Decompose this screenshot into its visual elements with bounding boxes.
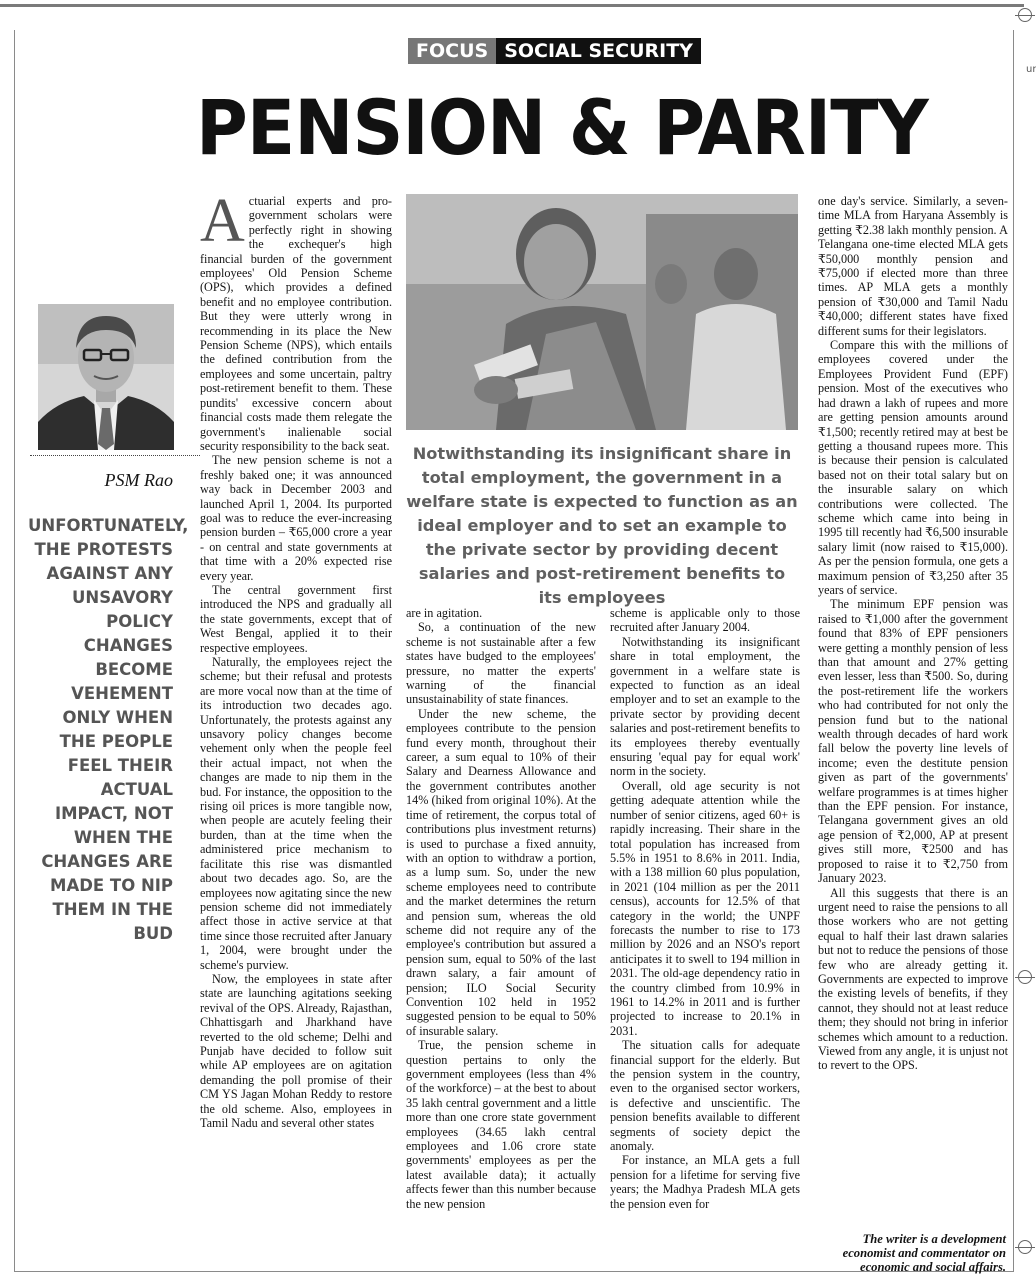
paragraph: one day's service. Similarly, a seven-time MLA from Haryana Assembly is getting ₹2.38 lakh monthly pension. A Telangana one-time elected MLA gets ₹50,000 monthly pension and ₹75,000 if elected more than three times. AP MLA gets a monthly pension of ₹30,000 and Tamil Nadu ₹40,000; different states have fixed different sums for their legislators. <box>818 194 1008 338</box>
paragraph: Notwithstanding its insignificant share in total employment, the government in a welfare state is expected to function as an ideal employer and to set an example to the private sector by providing decent salaries and post-retirement benefits to its employees thereby eventually ensuring 'equal pay for equal work' norm in the society. <box>610 634 800 779</box>
side-fragment: ur <box>1026 64 1036 75</box>
author-photo <box>38 304 174 450</box>
paragraph: The minimum EPF pension was raised to ₹1,000 after the government found that 83% of EPF pensioners were getting a monthly pension of less than that amount and 27% getting even lesser, less than ₹500. So, during the post-retirement life the workers who had contributed for not only the pension fund but to the national wealth through decades of hard work fall below the poverty line levels of income; even the destitute pension given as part of the governments' welfare programmes is at times higher than the EPF pension. For instance, Telangana government gives an old age pension of ₹2,000, AP at present gives still more, ₹2500 and has proposed to raise it to ₹2,750 from January 2023. <box>818 597 1008 886</box>
paragraph: True, the pension scheme in question pertains to only the government employees (less than 4% of the workforce) – at the best to about 35 lakh central government and a little more than one crore state government employees (34.65 lakh central employees and 1.06 crore state governments' employees as per the latest available data); it actually affects fewer than this number because the new pension <box>406 1038 596 1211</box>
paragraph: The central government first introduced the NPS and gradually all the state governments, except that of West Bengal, applied it to their respective employees. <box>200 582 392 655</box>
article-photo <box>406 194 798 430</box>
paragraph: Now, the employees in state after state are launching agitations seeking revival of the OPS. Already, Rajasthan, Chhattisgarh and Jharkhand have reverted to the old scheme; Delhi and Punjab have decided to follow suit while AP employees are on agitation demanding the poll promise of their CM YS Jagan Mohan Reddy to restore the old scheme. Also, employees in Tamil Nadu and several other states <box>200 971 392 1130</box>
paragraph: Actuarial experts and pro-government scholars were perfectly right in showing the exchequer's high financial burden of the government employees' Old Pension Scheme (OPS), which provides a defined benefit and no employee contribution. But they were utterly wrong in recommending in its place the New Pension Scheme (NPS), which entails the defined contribution from the employees and some uncertain, paltry post-retirement benefit to them. These pundits' excessive concern about financial costs made them relegate the government's inalienable social security responsibility to the back seat. <box>200 194 392 453</box>
article-column-4 <box>818 194 1008 1224</box>
author-divider <box>30 455 200 456</box>
paragraph: For instance, an MLA gets a full pension for a lifetime for serving five years; the Madhya Pradesh MLA gets the pension even for <box>610 1153 800 1211</box>
paragraph: All this suggests that there is an urgent need to raise the pensions to all those workers who are not getting equal to half their last drawn salaries but not to reduce the pensions of those few who are already getting it. Governments are expected to improve the existing levels of benefits, if they cannot, they should not at least reduce them; they should not bring in inferior schemes which amount to a reduction. Viewed from any angle, it is unjust not to revert to the OPS. <box>818 885 1008 1073</box>
paragraph: The new pension scheme is not a freshly baked one; it was announced way back in December 2003 and launched April 1, 2004. Its purported goal was to reduce the ever-increasing pension burden – ₹65,000 crore a year - on central and state governments at that time with a 20% expected rise every year. <box>200 453 392 583</box>
photo-caption: Notwithstanding its insignificant share in total employment, the government in a welfare state is expected to function as an ideal employer and to set an example to the private sector by providing decent salaries and post-retirement benefits to its employees <box>406 444 798 607</box>
kicker-section: FOCUS <box>408 38 496 64</box>
registration-mark-icon <box>1018 8 1032 22</box>
paragraph: Overall, old age security is not getting adequate attention while the number of senior citizens, aged 60+ is rapidly increasing. Their share in the total population has increased from 5.5% in 1951 to 8.6% in 2011. India, with a 138 million 60 plus population, in 2021 (104 million as per the 2011 census), accounts for 12.5% of that category in the world; the UNPF forecasts the number to rise to 173 million by 2026 and an NSO's report anticipates it to swell to 194 million in 2031. The old-age dependency ratio in the country climbed from 10.9% in 1961 to 14.2% in 2011 and is further projected to increase to 20.1% in 2031. <box>610 778 800 1038</box>
section-kicker <box>408 38 701 64</box>
paragraph: are in agitation. <box>406 606 483 620</box>
kicker-topic: SOCIAL SECURITY <box>496 38 701 64</box>
paragraph: Compare this with the millions of employees covered under the Employees Provident Fund (EPF) pension. Most of the executives who had drawn a lakh of rupees and more are getting pension amounts around ₹1,500; recently retired may at best be getting a thousand rupees more. This is because their pension is calculated based not on their total salary but on the insurable salary on which contributions were collected. The scheme which came into being in 1995 till recently had ₹6,500 insurable salary limit (now raised to ₹15,000). As per the pension formula, one gets a maximum pension of ₹3,250 after 35 years of service. <box>818 338 1008 597</box>
registration-mark-icon <box>1018 970 1032 984</box>
article-column-1 <box>200 194 392 1262</box>
paragraph: So, a continuation of the new scheme is not sustainable after a few states have budged to the employees' pressure, no matter the experts' warning of the financial unsustainability of state finances. <box>406 620 596 707</box>
writer-note: The writer is a development economist and commentator on economic and social affairs. <box>842 1232 1006 1274</box>
article-column-3 <box>610 606 800 1262</box>
headline: PENSION & PARITY <box>196 83 928 172</box>
paragraph: Naturally, the employees reject the scheme; but their refusal and protests are more vocal now than at the time of its introduction two decades ago. Unfortunately, the protests against any unsavory policy changes become vehement only when the people feel their actual impact, not when the changes are made to nip them in the bud. For instance, the opposition to the rising oil prices is more tangible now, when people are acutely feeling their burden, than at the time when the administered price mechanism to facilitate this rise was dismantled about two decades ago. So, are the employees now agitating since the new pension scheme did not immediately affect those in active service at that time since those recruited after January 1, 2004, were brought under the scheme's purview. <box>200 655 392 972</box>
author-name: PSM Rao <box>104 470 173 490</box>
drop-cap: A <box>200 194 245 255</box>
article-column-2 <box>406 606 596 1262</box>
registration-mark-icon <box>1018 1240 1032 1254</box>
pull-quote: UNFORTUNATELY, THE PROTESTS AGAINST ANY UNSAVORY POLICY CHANGES BECOME VEHEMENT ONLY WHEN THE PEOPLE FEEL THEIR ACTUAL IMPACT, NOT WHEN THE CHANGES ARE MADE TO NIP THEM IN THE BUD <box>28 516 189 943</box>
paragraph: Under the new scheme, the employees contribute to the pension fund every month, throughout their career, a sum equal to 10% of their Salary and Dearness Allowance and the government contributes another 14% (hiked from original 10%). At the time of retirement, the corpus total of contributions plus investment returns) is used to purchase a fixed annuity, with an option to withdraw a portion, as a lump sum. So, under the new scheme employees need to contribute and the market determines the return and pension sum, whereas the old scheme did not require any of the employee's contribution but assured a pension sum, equal to 50% of the last drawn salary, a fair amount of pension; ILO Social Security Convention 102 held in 1952 suggested pension to be equal to 50% of insurable salary. <box>406 706 596 1038</box>
paragraph: scheme is applicable only to those recruited after January 2004. <box>610 606 800 635</box>
paragraph: The situation calls for adequate financial support for the elderly. But the pension system in the country, even to the organised sector workers, is defective and unscientific. The pension benefits available to different segments of society depict the anomaly. <box>610 1038 800 1154</box>
top-rule <box>0 4 1024 7</box>
